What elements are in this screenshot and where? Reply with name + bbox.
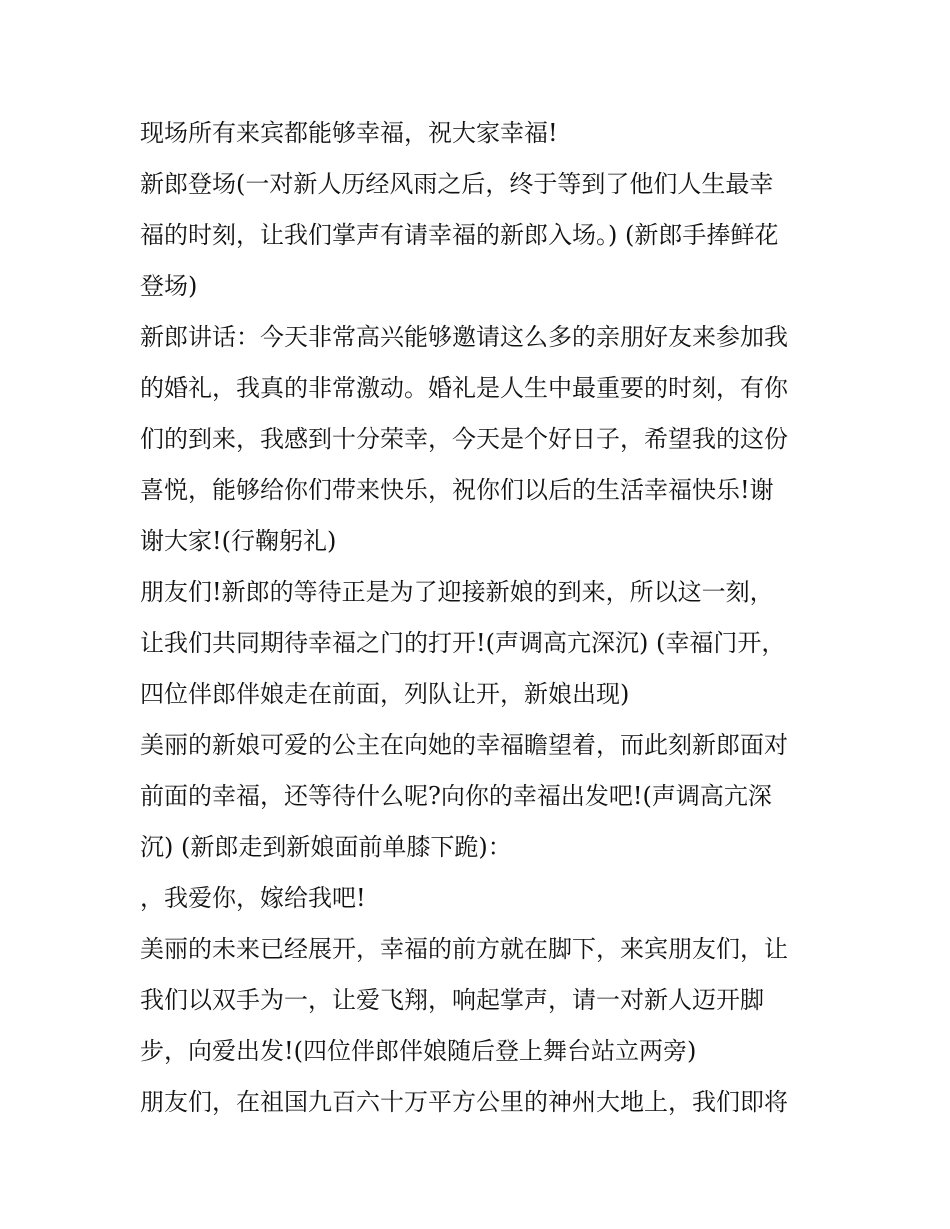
- text-line-2: 新郎登场(一对新人历经风雨之后，终于等到了他们人生最幸: [140, 170, 774, 198]
- text-line-4: 登场): [140, 272, 198, 300]
- text-line-19: 步，向爱出发!(四位伴郎伴娘随后登上舞台站立两旁): [140, 1037, 697, 1065]
- text-line-10: 朋友们!新郎的等待正是为了迎接新娘的到来，所以这一刻，: [140, 578, 774, 606]
- document-body: [140, 108, 820, 1128]
- text-line-13: 美丽的新娘可爱的公主在向她的幸福瞻望着，而此刻新郎面对: [140, 731, 788, 759]
- text-line-20: 朋友们，在祖国九百六十万平方公里的神州大地上，我们即将: [140, 1088, 788, 1116]
- text-line-9: 谢大家!(行鞠躬礼): [140, 527, 337, 555]
- text-line-3: 福的时刻，让我们掌声有请幸福的新郎入场。) (新郎手捧鲜花: [140, 221, 779, 249]
- text-line-14: 前面的幸福，还等待什么呢?向你的幸福出发吧!(声调高亢深: [140, 782, 772, 810]
- text-line-11: 让我们共同期待幸福之门的打开!(声调高亢深沉) (幸福门开，: [140, 629, 786, 657]
- text-line-5: 新郎讲话：今天非常高兴能够邀请这么多的亲朋好友来参加我: [140, 323, 788, 351]
- text-line-6: 的婚礼，我真的非常激动。婚礼是人生中最重要的时刻，有你: [140, 374, 788, 402]
- text-line-12: 四位伴郎伴娘走在前面，列队让开，新娘出现): [140, 680, 630, 708]
- text-line-16: ，我爱你，嫁给我吧!: [140, 884, 366, 912]
- text-line-15: 沉) (新郎走到新娘面前单膝下跪)：: [140, 833, 512, 861]
- text-line-7: 们的到来，我感到十分荣幸，今天是个好日子，希望我的这份: [140, 425, 788, 453]
- text-line-1: 现场所有来宾都能够幸福，祝大家幸福!: [140, 119, 558, 147]
- text-line-18: 我们以双手为一，让爱飞翔，响起掌声，请一对新人迈开脚: [140, 986, 764, 1014]
- text-line-17: 美丽的未来已经展开，幸福的前方就在脚下，来宾朋友们，让: [140, 935, 788, 963]
- text-line-8: 喜悦，能够给你们带来快乐，祝你们以后的生活幸福快乐!谢: [140, 476, 774, 504]
